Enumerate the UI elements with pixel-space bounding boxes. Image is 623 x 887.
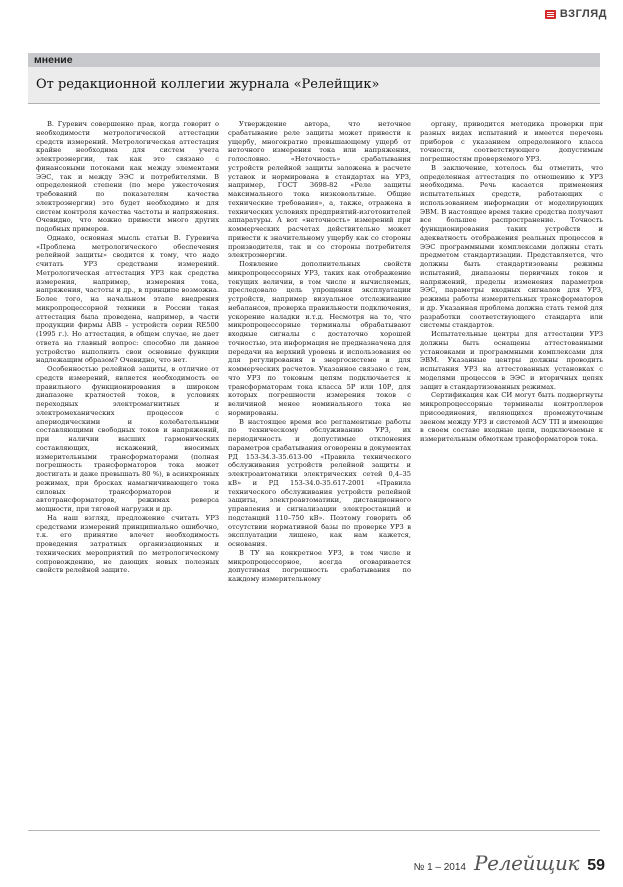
paragraph: Сертификация как СИ могут быть подвергнуты микропроцессорные терминалы контроллеров присоединения, являющихся промежуточным звеном между УРЗ и системой АСУ ТП и имеющие в своем составе входные цепи, подключаемые к измерительным обмоткам трансформаторов тока. [420,391,603,443]
text-column-3 [420,120,603,828]
footer-divider [28,830,600,831]
paragraph: Утверждение автора, что неточное срабатывание реле защиты может привести к ущербу, многократно превышающему ущерб от неточного измерения тока или напряжения, голословно. «Неточность» срабатывания устройств релейной защиты заложена в расчете уставок и нормирована в стандартах на УРЗ, например, ГОСТ 3698-82 «Реле защиты максимального тока низковольтные. Общие технические требования», а, также, отражена в технических условиях предприятий-изготовителей аппаратуры. А вот «неточность» измерений при коммерческих расчетах действительно может привести к значительному ущербу как со стороны производителя, так и со стороны потребителя электроэнергии. [228,120,411,260]
paragraph: В заключение, хотелось бы отметить, что определенная аттестация по отношению к УРЗ необходима. Речь касается применения испытательных средств, работающих с использованием информации от моделирующих ЭВМ. В настоящее время такие средства получают все большее распространение. Точность функционирования таких устройств и адекватность отображения реальных процессов в ЭЭС программными комплексами должны стать предметом стандартизации. Представляется, что должны быть стандартизованы режимы испытаний, диапазоны первичных токов и напряжений, пределы изменения параметров ЭЭС, параметры входных сигналов для УРЗ, режимы работы измерительных трансформаторов и др. Указанная проблема должна стать темой для разработки соответствующего стандарта или системы стандартов. [420,163,603,330]
issue-number: № 1 – 2014 [413,862,466,873]
paragraph: органу, приводится методика проверки при разных видах испытаний и имеется перечень приборов с указанием определенного класса точности, соответствующего допустимым погрешностям проверяемого УРЗ. [420,120,603,163]
brand-label: ВЗГЛЯД [559,8,607,20]
paragraph: На наш взгляд, предложение считать УРЗ средствами измерений принципиально ошибочно, т.к. его принятие влечет необходимость проведения затратных организационных и технических мероприятий по метрологическому сопровождению, не дающих новых полезных свойств релейной защите. [36,513,219,575]
journal-title: Релейщик [474,851,580,875]
magazine-brand [545,8,607,20]
rubric-label: мнение [34,54,73,66]
paragraph: Однако, основная мысль статьи В. Гуревича «Проблема метрологического обеспечения релейной защиты» сводится к тому, что надо считать УРЗ средствами измерений. Метрологическая аттестация УРЗ как средства измерения, например, измерения тока, напряжения, частоты и др., в принципе возможна. Более того, на начальном этапе внедрения микропроцессорной техники в России такая аттестация была проведена, например, в части продукции фирмы ABB – устройств серии RE500 (1995 г.). Но аттестация, в общем случае, не дает ответа на главный вопрос: способно ли данное устройство выполнить свои основные функции надлежащим образом? Очевидно, что нет. [36,233,219,365]
article-headline: От редакционной коллегии журнала «Релейщик» [36,77,380,92]
page-number: 59 [587,857,605,874]
text-column-1 [36,120,219,828]
news-icon [545,10,556,19]
paragraph: В. Гуревич совершенно прав, когда говорит о необходимости метрологической аттестации средств измерений. Метрологическая аттестация крайне необходима для систем учета электроэнергии, так как это связано с финансовыми потоками как между элементами ЭЭС, так и между ЭЭС и потребителями. В определенной степени (по мере ужесточения требований по показателям качества электроэнергии) это будет необходимо и для систем контроля качества частоты и напряжения. Очевидно, что можно привести много других подобных примеров. [36,120,219,233]
paragraph: Появление дополнительных свойств микропроцессорных УРЗ, таких как отображение текущих величин, в том числе и вычисляемых, преследовало цель упрощения эксплуатации устройств, например визуальное отслеживание небалансов, проверка правильности подключения, ускорение наладки и.т.д. Несмотря на то, что микропроцессорные терминалы обрабатывают входные сигналы с достаточно хорошей точностью, эта информация не предназначена для передачи на верхний уровень и использования ее для регулирования в энергосистеме и для коммерческих расчетов. Указанное связано с тем, что УРЗ по токовым цепям подключается к трансформаторам тока класса 5Р или 10Р, для которых погрешности измерения токов с величиной менее номинального тока не нормированы. [228,260,411,417]
paragraph: В настоящее время все регламентные работы по техническому обслуживанию УРЗ, их периодичность и допустимые отклонения параметров срабатывания оговорены в документах РД 153-34.3-35.613-00 «Правила технического обслуживания устройств релейной защиты и электроавтоматики электрических сетей 0,4–35 кВ» и РД 153-34.0-35.617-2001 «Правила технического обслуживания устройств релейной защиты, электроавтоматики, дистанционного управления и сигнализации электростанций и подстанций 110–750 кВ». Поэтому говорить об отсутствии нормативной базы по проверке УРЗ в эксплуатации лишено, как нам кажется, основания. [228,417,411,548]
paragraph: Испытательные центры для аттестации УРЗ должны быть оснащены аттестованными установками и программными комплексами для ЭВМ. Указанные центры должны проводить испытания УРЗ на аттестованных установках с моделями процессов в ЭЭС и вторичных цепях защит в стандартизованных режимах. [420,330,603,391]
article-body [36,120,603,828]
paragraph: Особенностью релейной защиты, в отличие от средств измерений, является необходимость ее правильного функционирования в широком диапазоне кратностей токов, в условиях переходных электромагнитных и электромеханических процессов с апериодическими и колебательными составляющими свободных токов и напряжений, при наличии высших гармонических составляющих, искажений, вносимых измерительными трансформаторами (полная погрешность трансформаторов тока может достигать и даже превышать 80 %), в асинхронных режимах, при бросках намагничивающего тока силовых трансформаторов и автотрансформаторов, режимах реверса мощности, при тяговой нагрузки и др. [36,365,219,513]
rubric-bar [28,53,600,67]
page-footer [414,851,605,875]
paragraph: В ТУ на конкретное УРЗ, в том числе и микропроцессорное, всегда оговаривается допустимая погрешность срабатывания по каждому измерительному [228,548,411,583]
text-column-2 [228,120,411,828]
